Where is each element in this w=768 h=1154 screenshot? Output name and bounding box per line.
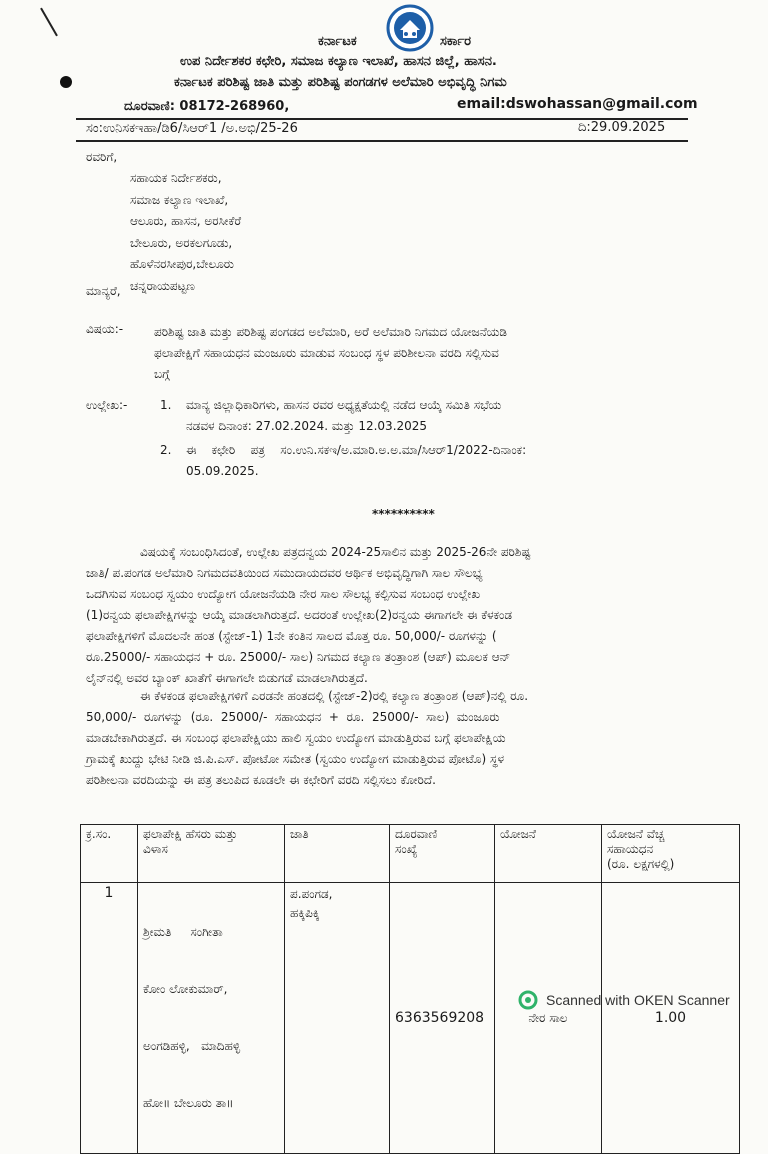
scanner-label: Scanned with OKEN Scanner [546, 992, 730, 1008]
reference-1-line1: ಮಾನ್ಯ ಜಿಲ್ಲಾಧಿಕಾರಿಗಳು, ಹಾಸನ ರವರ ಅಧ್ಯಕ್ಷತೆಯಲ್ಲಿ ನಡೆದ ಆಯ್ಕೆ ಸಮಿತಿ ಸಭೆಯ [186, 398, 502, 412]
addressee-line: ಆಲೂರು, ಹಾಸನ, ಅರಸೀಕೆರೆ [130, 214, 242, 228]
paragraph-line: ವಿಷಯಕ್ಕೆ ಸಂಬಂಧಿಸಿದಂತೆ, ಉಲ್ಲೇಖ ಪತ್ರದನ್ವಯ 2024-25ಸಾಲಿನ ಮತ್ತು 2025-26ನೇ ಪರಿಶಿಷ್ಟ [140, 545, 531, 559]
addressee-block [130, 168, 241, 297]
subject-line: ಪರಿಶಿಷ್ಟ ಜಾತಿ ಮತ್ತು ಪರಿಶಿಷ್ಟ ಪಂಗಡದ ಅಲೆಮಾರಿ, ಅರೆ ಅಲೆಮಾರಿ ನಿಗಮದ ಯೋಜನೆಯಡಿ [154, 325, 507, 339]
separator-stars: ********** [372, 507, 435, 521]
cell-caste: ಪ.ಪಂಗಡ, ಹಕ್ಕಿಪಿಕ್ಕಿ [285, 883, 390, 1154]
cell-scheme: ನೇರ ಸಾಲ [495, 883, 602, 1154]
scanner-logo-icon [518, 990, 538, 1010]
scan-dot [60, 76, 72, 88]
table-row [81, 883, 740, 1154]
header-rule-bottom [76, 140, 688, 142]
paragraph-line: ಫಲಾಪೇಕ್ಷಿಗಳಿಗೆ ಮೊದಲನೇ ಹಂತ (ಸ್ಟೇಜ್-1) 1ನೇ ಕಂತಿನ ಸಾಲದ ಮೊತ್ತ ರೂ. 50,000/- ರೂಗಳನ್ನು ( [86, 629, 497, 643]
header-email: email:dswohassan@gmail.com [457, 96, 698, 112]
reference-1-line2: ನಡವಳ ದಿನಾಂಕ: 27.02.2024. ಮತ್ತು 12.03.2025 [186, 419, 428, 433]
cell-name-address: ಶ್ರೀಮತಿ ಸಂಗೀತಾ ಕೋಂ ಲೋಕುಮಾರ್, ಅಂಗಡಿಹಳ್ಳಿ, ಮಾದಿಹಳ್ಳಿ ಹೋ॥ ಬೇಲೂರು ತಾ॥ [138, 883, 285, 1154]
header-cell-scheme: ಯೋಜನೆ [495, 825, 602, 883]
addressee-line: ಸಮಾಜ ಕಲ್ಯಾಣ ಇಲಾಖೆ, [130, 192, 229, 207]
addressee-line: ಸಹಾಯಕ ನಿರ್ದೇಶಕರು, [130, 171, 222, 185]
header-cell-name: ಫಲಾಪೇಕ್ಷಿ ಹೆಸರು ಮತ್ತು ವಿಳಾಸ [138, 825, 285, 883]
paragraph-line: ಗ್ರಾಮಕ್ಕೆ ಖುದ್ದು ಭೇಟಿ ನೀಡಿ ಜಿ.ಪಿ.ಎಸ್. ಪೋಟೋ ಸಮೇತ (ಸ್ವಯಂ ಉದ್ಯೋಗ ಮಾಡುತ್ತಿರುವ ಪೋಟೊ) ಸ್ಥಳ [86, 752, 505, 766]
paragraph-line: ಲೈನ್‌ನಲ್ಲಿ ಅವರ ಬ್ಯಾಂಕ್ ಖಾತೆಗೆ ಈಗಾಗಲೇ ಬಿಡುಗಡೆ ಮಾಡಲಾಗಿರುತ್ತದೆ. [86, 671, 368, 685]
department-logo [386, 4, 434, 52]
addressee-salutation: ರವರಿಗೆ, [86, 150, 118, 164]
header-cell-phone: ದೂರವಾಣಿ ಸಂಖ್ಯೆ [390, 825, 495, 883]
reference-2-num: 2. [160, 443, 172, 457]
body-paragraph-1 [86, 542, 690, 689]
paragraph-line: ಮಾಡಬೇಕಾಗಿರುತ್ತದೆ. ಈ ಸಂಬಂಧ ಫಲಾಪೇಕ್ಷಿಯು ಹಾಲಿ ಸ್ವಯಂ ಉದ್ಯೋಗ ಮಾಡುತ್ತಿರುವ ಬಗ್ಗೆ ಫಲಾಪೇಕ್ಷಿಯ [86, 731, 506, 745]
subject-text [154, 322, 694, 385]
addressee-line: ಚನ್ನರಾಯಪಟ್ಟಣ [130, 278, 195, 293]
header-sarkara: ಸರ್ಕಾರ [440, 34, 471, 49]
subject-label: ವಿಷಯ:- [86, 322, 124, 336]
cell-phone: 6363569208 [390, 883, 495, 1154]
cell-amount: 1.00 [602, 883, 740, 1154]
paragraph-line: ರೂ.25000/- ಸಹಾಯಧನ + ರೂ. 25000/- ಸಾಲ) ನಿಗಮದ ಕಲ್ಯಾಣ ತಂತ್ರಾಂಶ (ಆಪ್) ಮೂಲಕ ಆನ್ [86, 650, 511, 664]
paragraph-line: ಪರಿಶೀಲನಾ ವರದಿಯನ್ನು ಈ ಪತ್ರ ತಲುಪಿದ ಕೂಡಲೇ ಈ ಕಛೇರಿಗೆ ವರದಿ ಸಲ್ಲಿಸಲು ಕೋರಿದೆ. [86, 773, 436, 787]
scanner-watermark [518, 990, 730, 1010]
header-cell-sno: ಕ್ರ.ಸಂ. [81, 825, 138, 883]
addressee-line: ಹೊಳೆನರಸೀಪುರ,ಬೇಲೂರು [130, 257, 234, 271]
paragraph-line: ಜಾತಿ/ ಪ.ಪಂಗಡ ಅಲೆಮಾರಿ ನಿಗಮದವತಿಯಿಂದ ಸಮುದಾಯದವರ ಆರ್ಥಿಕ ಅಭಿವೃದ್ಧಿಗಾಗಿ ಸಾಲ ಸೌಲಭ್ಯ [86, 566, 483, 580]
paragraph-line: ಒದಗಿಸುವ ಸಂಬಂಧ ಸ್ವಯಂ ಉದ್ಯೋಗ ಯೋಜನೆಯಡಿ ನೇರ ಸಾಲ ಸೌಲಭ್ಯ ಕಲ್ಪಿಸುವ ಸಂಬಂಧ ಉಲ್ಲೇಖ [86, 587, 481, 601]
addressee-line: ಬೇಲೂರು, ಅರಕಲಗೂಡು, [130, 235, 233, 250]
table-header-row [81, 825, 740, 883]
header-office: ಉಪ ನಿರ್ದೇಶಕರ ಕಛೇರಿ, ಸಮಾಜ ಕಲ್ಯಾಣ ಇಲಾಖೆ, ಹಾಸನ ಜಿಲ್ಲೆ, ಹಾಸನ. [180, 54, 497, 69]
header-cell-amount: ಯೋಜನೆ ವೆಚ್ಚ ಸಹಾಯಧನ (ರೂ. ಲಕ್ಷಗಳಲ್ಲಿ) [602, 825, 740, 883]
cell-sno: 1 [81, 883, 138, 1154]
header-cell-caste: ಜಾತಿ [285, 825, 390, 883]
scan-mark-line [40, 8, 58, 37]
paragraph-line: ಈ ಕೆಳಕಂಡ ಫಲಾಪೇಕ್ಷಿಗಳಿಗೆ ಎರಡನೇ ಹಂತದಲ್ಲಿ (ಸ್ಟೇಜ್-2)ರಲ್ಲಿ ಕಲ್ಯಾಣ ತಂತ್ರಾಂಶ (ಆಪ್)ನಲ್ಲಿ ರೂ. [140, 689, 529, 703]
header-corporation: ಕರ್ನಾಟಕ ಪರಿಶಿಷ್ಟ ಜಾತಿ ಮತ್ತು ಪರಿಶಿಷ್ಟ ಪಂಗಡಗಳ ಅಲೆಮಾರಿ ಅಭಿವೃದ್ಧಿ ನಿಗಮ [174, 75, 507, 90]
body-paragraph-2 [86, 686, 690, 791]
paragraph-line: (1)ರನ್ವಯ ಫಲಾಪೇಕ್ಷಿಗಳನ್ನು ಆಯ್ಕೆ ಮಾಡಲಾಗಿರುತ್ತದೆ. ಅದರಂತೆ ಉಲ್ಲೇಖ(2)ರನ್ವಯ ಈಗಾಗಲೇ ಈ ಕೆಳಕಂಡ [86, 608, 513, 622]
header-karnataka: ಕರ್ನಾಟಕ [318, 34, 357, 49]
greeting: ಮಾನ್ಯರೆ, [86, 284, 121, 298]
reference-label: ಉಲ್ಲೇಖ:- [86, 398, 128, 412]
subject-line: ಬಗ್ಗೆ [154, 367, 170, 381]
reference-number: ಸಂ:ಉನಿಸಕಇಹಾ/ಡಿ6/ಸಿಆರ್1 /ಅ.ಅಭಿ/25-26 [86, 121, 298, 136]
reference-1-num: 1. [160, 398, 172, 412]
reference-2-line2: 05.09.2025. [186, 464, 259, 478]
letter-date: ದಿ:29.09.2025 [578, 120, 666, 135]
beneficiary-table [80, 824, 740, 1154]
subject-line: ಫಲಾಪೇಕ್ಷಿಗೆ ಸಹಾಯಧನ ಮಂಜೂರು ಮಾಡುವ ಸಂಬಂಧ ಸ್ಥಳ ಪರಿಶೀಲನಾ ವರದಿ ಸಲ್ಲಿಸುವ [154, 346, 499, 360]
reference-2-line1: ಈ ಕಛೇರಿ ಪತ್ರ ಸಂ.ಉನಿ.ಸಕಇ/ಅ.ಮಾರಿ.ಅ.ಅ.ಮಾ/ಸಿಆರ್1/2022-ದಿನಾಂಕ: [186, 443, 527, 457]
header-phone: ದೂರವಾಣಿ: 08172-268960, [124, 99, 290, 114]
paragraph-line: 50,000/- ರೂಗಳನ್ನು (ರೂ. 25000/- ಸಹಾಯಧನ + ರೂ. 25000/- ಸಾಲ) ಮಂಜೂರು [86, 710, 500, 724]
